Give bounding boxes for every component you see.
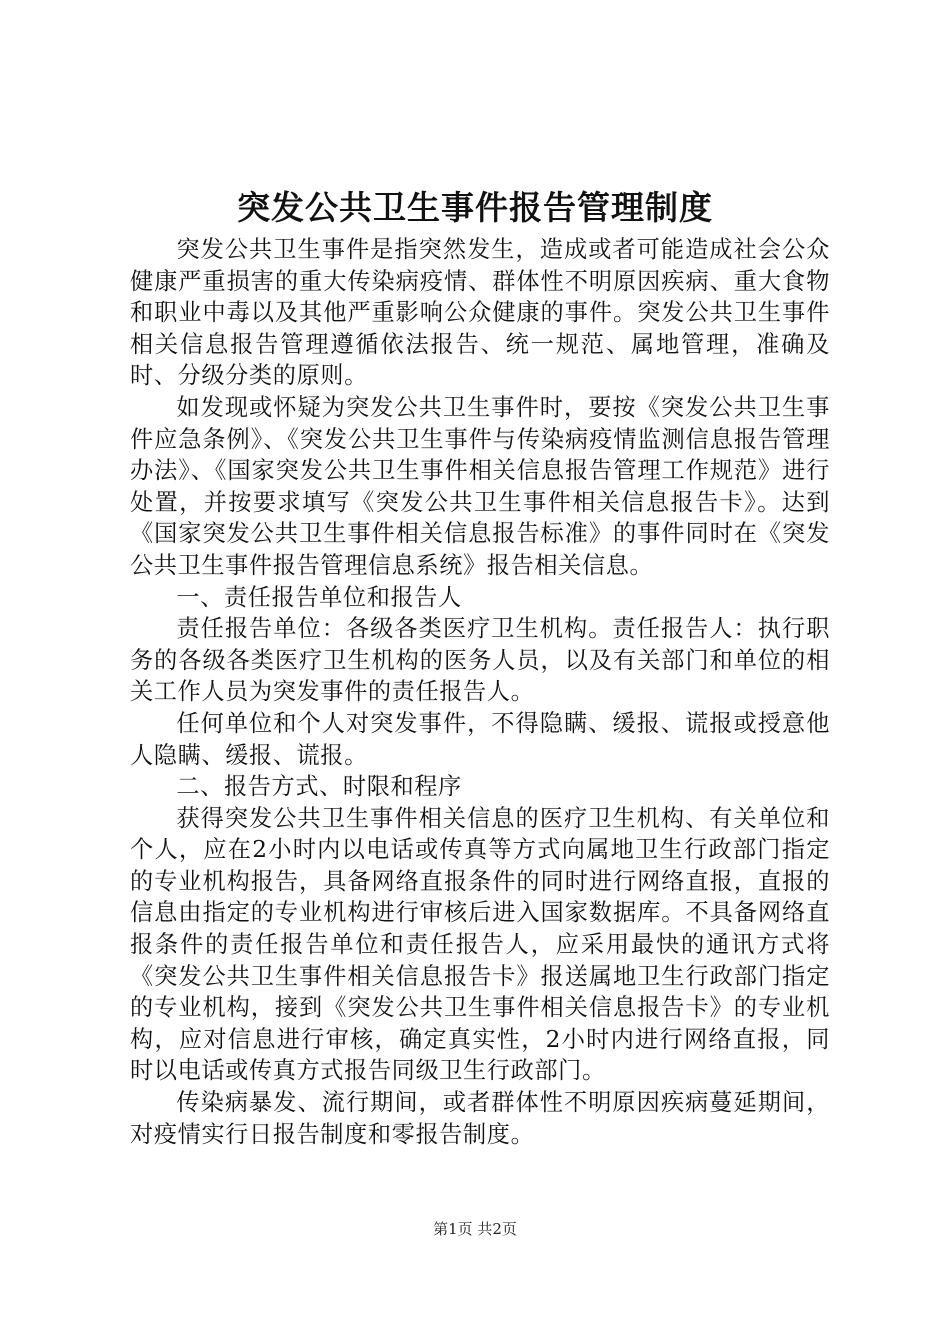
paragraph-definition: 突发公共卫生事件是指突然发生，造成或者可能造成社会公众健康严重损害的重大传染病疫情、群体性不明原因疾病、重大食物和职业中毒以及其他严重影响公众健康的事件。突发公共卫生事件相关信息报告管理遵循依法报告、统一规范、属地管理，准确及时、分级分类的原则。 bbox=[130, 236, 830, 390]
paragraph-no-concealment: 任何单位和个人对突发事件，不得隐瞒、缓报、谎报或授意他人隐瞒、缓报、谎报。 bbox=[130, 709, 830, 769]
document-title: 突发公共卫生事件报告管理制度 bbox=[237, 188, 713, 227]
paragraph-daily-reporting: 传染病暴发、流行期间，或者群体性不明原因疾病蔓延期间，对疫情实行日报告制度和零报告制度。 bbox=[130, 1089, 830, 1148]
document-body bbox=[130, 234, 830, 1150]
paragraph-reporting-basis: 如发现或怀疑为突发公共卫生事件时，要按《突发公共卫生事件应急条例》、《突发公共卫生事件与传染病疫情监测信息报告管理办法》、《国家突发公共卫生事件相关信息报告管理工作规范》进行处置，并按要求填写《突发公共卫生事件相关信息报告卡》。达到《国家突发公共卫生事件相关信息报告标准》的事件同时在《突发公共卫生事件报告管理信息系统》报告相关信息。 bbox=[130, 393, 830, 579]
section-heading-responsible-units: 一、责任报告单位和报告人 bbox=[176, 583, 462, 611]
paragraph-responsible-units: 责任报告单位：各级各类医疗卫生机构。责任报告人：执行职务的各级各类医疗卫生机构的医务人员，以及有关部门和单位的相关工作人员为突发事件的责任报告人。 bbox=[130, 615, 830, 706]
paragraph-reporting-procedure: 获得突发公共卫生事件相关信息的医疗卫生机构、有关单位和个人，应在2小时内以电话或传真等方式向属地卫生行政部门指定的专业机构报告，具备网络直报条件的同时进行网络直报，直报的信息由指定的专业机构进行审核后进入国家数据库。不具备网络直报条件的责任报告单位和责任报告人，应采用最快的通讯方式将《突发公共卫生事件相关信息报告卡》报送属地卫生行政部门指定的专业机构，接到《突发公共卫生事件相关信息报告卡》的专业机构，应对信息进行审核，确定真实性，2小时内进行网络直报，同时以电话或传真方式报告同级卫生行政部门。 bbox=[130, 804, 830, 1085]
page-footer: 第1页 共2页 bbox=[433, 1220, 517, 1238]
section-heading-reporting-procedure: 二、报告方式、时限和程序 bbox=[176, 773, 462, 801]
